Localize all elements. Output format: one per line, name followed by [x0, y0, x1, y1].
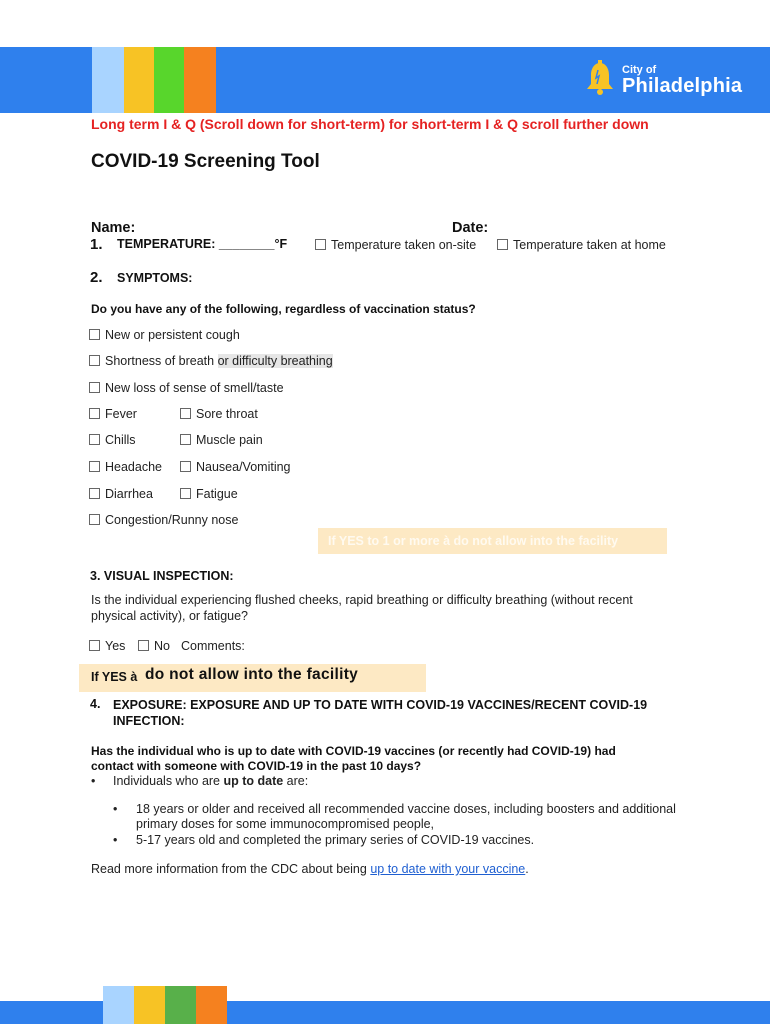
checkbox-icon[interactable]: [89, 329, 100, 340]
onsite-checkbox[interactable]: [315, 239, 326, 250]
sub-bullet-adults: 18 years or older and received all recommended vaccine doses, including boosters and additional primary doses for some immunocompromised people,: [136, 802, 676, 831]
checkbox-icon[interactable]: [180, 488, 191, 499]
exposure-heading: EXPOSURE: EXPOSURE AND UP TO DATE WITH COVID-19 VACCINES/RECENT COVID-19 INFECTION:: [113, 698, 648, 728]
header-stripe-yellow: [124, 47, 154, 113]
checkbox-icon[interactable]: [180, 434, 191, 445]
onsite-option[interactable]: [315, 238, 476, 252]
sub-bullet-dot-1: •: [113, 802, 118, 816]
checkbox-icon[interactable]: [89, 355, 100, 366]
home-checkbox[interactable]: [497, 239, 508, 250]
symptom-sore-throat[interactable]: Sore throat: [180, 407, 258, 421]
header-stripe-light-blue: [92, 47, 124, 113]
symptom-muscle-pain[interactable]: Muscle pain: [180, 433, 263, 447]
breath-highlight: or difficulty breathing: [217, 354, 333, 368]
symptom-chills[interactable]: Chills: [89, 433, 136, 447]
header-stripe-green: [154, 47, 184, 113]
cdc-up-to-date-link[interactable]: up to date with your vaccine: [370, 862, 526, 876]
symptoms-yes-banner: [318, 528, 667, 554]
comments-label: Comments:: [181, 639, 245, 653]
symptom-congestion[interactable]: Congestion/Runny nose: [89, 513, 238, 527]
home-label: Temperature taken at home: [513, 238, 666, 252]
checkbox-icon[interactable]: [89, 488, 100, 499]
logo-city-text: City of: [622, 63, 657, 76]
symptom-fatigue[interactable]: Fatigue: [180, 487, 238, 501]
page-title: COVID-19 Screening Tool: [91, 151, 320, 172]
checkbox-icon[interactable]: [89, 461, 100, 472]
sub-bullet-dot-2: •: [113, 833, 118, 847]
checkbox-icon[interactable]: [89, 514, 100, 525]
footer-stripe-green: [165, 986, 196, 1024]
symptom-fever[interactable]: Fever: [89, 407, 137, 421]
home-option[interactable]: [497, 238, 666, 252]
liberty-bell-icon: [584, 60, 616, 100]
symptom-diarrhea[interactable]: Diarrhea: [89, 487, 153, 501]
section-2-number: 2.: [90, 269, 103, 286]
temperature-label: TEMPERATURE: ________°F: [117, 237, 288, 251]
checkbox-icon[interactable]: [89, 408, 100, 419]
read-more-line: Read more information from the CDC about being up to date with your vaccine.: [91, 862, 529, 876]
visual-yes-option[interactable]: Yes: [89, 639, 125, 653]
checkbox-icon[interactable]: [180, 408, 191, 419]
date-label: Date:: [452, 220, 489, 236]
checkbox-icon[interactable]: [89, 434, 100, 445]
onsite-label: Temperature taken on-site: [331, 238, 477, 252]
symptom-breath[interactable]: Shortness of breath or difficulty breathing: [89, 354, 333, 368]
section-4-number: 4.: [90, 697, 101, 711]
section-1-number: 1.: [90, 236, 103, 253]
checkbox-icon[interactable]: [89, 382, 100, 393]
symptom-headache[interactable]: Headache: [89, 460, 162, 474]
symptom-smell[interactable]: New loss of sense of smell/taste: [89, 381, 284, 395]
visual-yes-prefix: If YES à: [91, 670, 138, 684]
symptom-cough[interactable]: New or persistent cough: [89, 328, 240, 342]
exposure-question: Has the individual who is up to date with COVID-19 vaccines (or recently had COVID-19) had contact with someone with COVID-19 in the past 10 days?: [91, 744, 616, 773]
symptom-nausea[interactable]: Nausea/Vomiting: [180, 460, 291, 474]
symptoms-yes-text: If YES to 1 or more à do not allow into the facility: [328, 534, 619, 548]
visual-inspection-question: Is the individual experiencing flushed cheeks, rapid breathing or difficulty breathing (without recent physical activity), or fatigue?: [91, 593, 633, 623]
visual-no-option[interactable]: No: [138, 639, 170, 653]
sub-bullet-children: 5-17 years old and completed the primary series of COVID-19 vaccines.: [136, 833, 535, 847]
footer-stripe-light-blue: [103, 986, 134, 1024]
name-label: Name:: [91, 220, 136, 236]
footer-stripe-yellow: [134, 986, 165, 1024]
visual-inspection-heading: 3. VISUAL INSPECTION:: [90, 569, 234, 583]
checkbox-icon[interactable]: [89, 640, 100, 651]
checkbox-icon[interactable]: [180, 461, 191, 472]
up-to-date-bullet: • Individuals who are up to date are:: [91, 774, 309, 788]
logo-name-text: Philadelphia: [622, 74, 743, 97]
header-stripe-orange: [184, 47, 216, 113]
term-note: Long term I & Q (Scroll down for short-term) for short-term I & Q scroll further down: [91, 116, 649, 132]
footer-stripe-orange: [196, 986, 227, 1024]
bullet-icon: •: [91, 774, 96, 788]
symptoms-question: Do you have any of the following, regardless of vaccination status?: [91, 302, 476, 316]
city-logo: [584, 58, 742, 102]
visual-yes-banner: [79, 664, 426, 692]
symptoms-heading: SYMPTOMS:: [117, 271, 193, 285]
visual-yes-action: do not allow into the facility: [145, 666, 359, 683]
checkbox-icon[interactable]: [138, 640, 149, 651]
